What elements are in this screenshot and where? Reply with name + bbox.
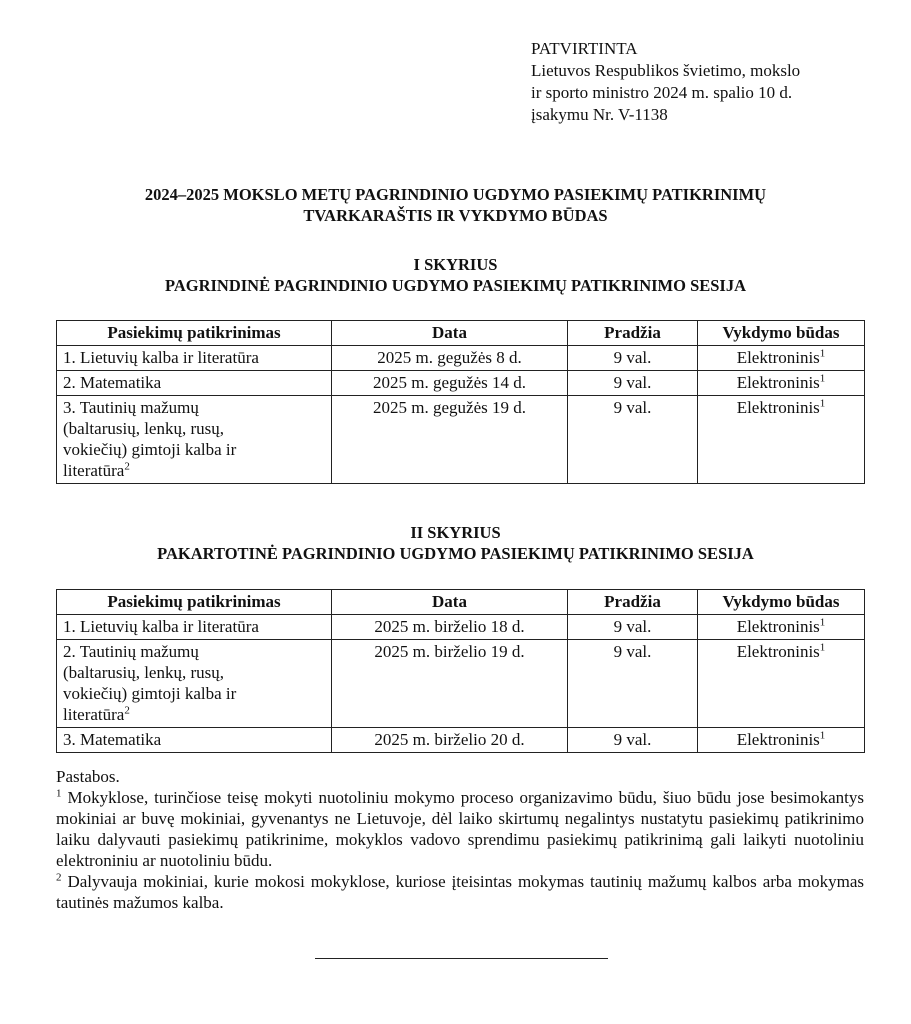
cell-mode (698, 371, 865, 396)
cell-start: 9 val. (568, 346, 698, 371)
table-row (57, 346, 865, 371)
mode-text: Elektroninis (736, 373, 820, 392)
table-row (57, 371, 865, 396)
approval-line-4: įsakymu Nr. V-1138 (531, 105, 668, 124)
subject-line-text: 1. Lietuvių kalba ir literatūra (63, 617, 259, 636)
cell-start: 9 val. (568, 396, 698, 484)
header-start: Pradžia (568, 590, 698, 615)
approval-line-3: ir sporto ministro 2024 m. spalio 10 d. (531, 83, 793, 102)
cell-date: 2025 m. gegužės 8 d. (332, 346, 568, 371)
section-1-title: PAGRINDINĖ PAGRINDINIO UGDYMO PASIEKIMŲ PATIKRINIMO SESIJA (164, 276, 747, 295)
section-2-chapter: II SKYRIUS (410, 523, 501, 542)
table-row (57, 640, 865, 728)
schedule-table-main-session (56, 320, 865, 484)
header-date: Data (332, 321, 568, 346)
cell-subject (57, 615, 332, 640)
document-title (0, 184, 911, 226)
header-mode: Vykdymo būdas (698, 321, 865, 346)
subject-lines (63, 616, 325, 637)
cell-subject (57, 346, 332, 371)
table-row (57, 396, 865, 484)
section-2-title: PAKARTOTINĖ PAGRINDINIO UGDYMO PASIEKIMŲ PATIKRINIMO SESIJA (157, 544, 754, 563)
section-1-heading (0, 254, 911, 296)
subject-line-text: vokiečių) gimtoji kalba ir (63, 440, 237, 459)
subject-line (63, 418, 325, 439)
header-subject: Pasiekimų patikrinimas (57, 321, 332, 346)
table-row (57, 728, 865, 753)
notes-heading: Pastabos. (56, 767, 120, 786)
cell-start: 9 val. (568, 371, 698, 396)
subject-footnote-mark: 2 (124, 460, 130, 473)
subject-lines (63, 729, 325, 750)
cell-date: 2025 m. gegužės 14 d. (332, 371, 568, 396)
subject-line-text: 3. Matematika (63, 730, 162, 749)
subject-line-text: vokiečių) gimtoji kalba ir (63, 684, 237, 703)
cell-mode (698, 615, 865, 640)
mode-footnote-mark: 1 (819, 616, 826, 629)
closing-divider (315, 958, 608, 959)
section-1-chapter: I SKYRIUS (413, 255, 498, 274)
cell-mode (698, 728, 865, 753)
header-date: Data (332, 590, 568, 615)
subject-lines (63, 397, 325, 481)
cell-start: 9 val. (568, 728, 698, 753)
table-header-row (57, 321, 865, 346)
cell-date: 2025 m. birželio 19 d. (332, 640, 568, 728)
section-2-heading (0, 522, 911, 564)
schedule-table-repeat-session (56, 589, 865, 753)
mode-text: Elektroninis (736, 730, 820, 749)
subject-line (63, 662, 325, 683)
mode-text: Elektroninis (736, 348, 820, 367)
subject-line (63, 683, 325, 704)
cell-subject (57, 396, 332, 484)
subject-line (63, 641, 325, 662)
approval-label: PATVIRTINTA (531, 39, 638, 58)
cell-mode (698, 346, 865, 371)
mode-footnote-mark: 1 (819, 729, 826, 742)
subject-line-text: literatūra (63, 705, 125, 724)
subject-line-text: 3. Tautinių mažumų (63, 398, 199, 417)
subject-line-text: (baltarusių, lenkų, rusų, (63, 419, 224, 438)
subject-footnote-mark: 2 (124, 704, 130, 717)
subject-line-text: 2. Matematika (63, 373, 162, 392)
mode-footnote-mark: 1 (819, 397, 826, 410)
subject-lines (63, 372, 325, 393)
footnote-1 (56, 787, 864, 871)
footnote-2-mark: 2 (56, 871, 62, 884)
footnote-2 (56, 871, 864, 913)
subject-line (63, 704, 325, 725)
subject-lines (63, 347, 325, 368)
subject-line-text: literatūra (63, 461, 125, 480)
cell-mode (698, 396, 865, 484)
mode-footnote-mark: 1 (819, 347, 826, 360)
header-mode: Vykdymo būdas (698, 590, 865, 615)
subject-line (63, 397, 325, 418)
subject-line (63, 372, 325, 393)
cell-mode (698, 640, 865, 728)
cell-subject (57, 728, 332, 753)
header-start: Pradžia (568, 321, 698, 346)
subject-line (63, 460, 325, 481)
document-title-line-2: TVARKARAŠTIS IR VYKDYMO BŪDAS (303, 206, 608, 225)
subject-line-text: (baltarusių, lenkų, rusų, (63, 663, 224, 682)
mode-footnote-mark: 1 (819, 372, 826, 385)
mode-footnote-mark: 1 (819, 641, 826, 654)
footnote-2-text: Dalyvauja mokiniai, kurie mokosi mokyklose, kuriose įteisintas mokymas tautinių mažumų kalbos arba mokymas tautinės mažumos kalba. (56, 872, 864, 912)
cell-start: 9 val. (568, 640, 698, 728)
subject-line (63, 729, 325, 750)
approval-block (531, 38, 800, 126)
cell-subject (57, 371, 332, 396)
subject-line-text: 2. Tautinių mažumų (63, 642, 199, 661)
footnote-1-mark: 1 (56, 787, 62, 800)
footnote-1-text: Mokyklose, turinčiose teisę mokyti nuotoliniu mokymo proceso organizavimo būdu, šiuo būdu jose besimokantys mokiniai ar buvę mokiniai, gyvenantys ne Lietuvoje, dėl laiko skirtumų negalintys nustatytu pasiekimų patikrinimo laiku dalyvauti pasiekimų patikrinime, mokyklos vadovo sprendimu pasiekimų patikrinimą gali laikyti nuotoliniu elektroniniu ar nuotoliniu būdu. (56, 788, 864, 870)
mode-text: Elektroninis (736, 398, 820, 417)
subject-lines (63, 641, 325, 725)
subject-line (63, 616, 325, 637)
approval-line-2: Lietuvos Respublikos švietimo, mokslo (531, 61, 801, 80)
header-subject: Pasiekimų patikrinimas (57, 590, 332, 615)
cell-subject (57, 640, 332, 728)
subject-line-text: 1. Lietuvių kalba ir literatūra (63, 348, 259, 367)
cell-start: 9 val. (568, 615, 698, 640)
mode-text: Elektroninis (736, 617, 820, 636)
mode-text: Elektroninis (736, 642, 820, 661)
table-header-row (57, 590, 865, 615)
notes-block (56, 766, 864, 913)
table-row (57, 615, 865, 640)
cell-date: 2025 m. birželio 20 d. (332, 728, 568, 753)
subject-line (63, 347, 325, 368)
cell-date: 2025 m. gegužės 19 d. (332, 396, 568, 484)
subject-line (63, 439, 325, 460)
document-title-line-1: 2024–2025 MOKSLO METŲ PAGRINDINIO UGDYMO PASIEKIMŲ PATIKRINIMŲ (144, 185, 767, 204)
cell-date: 2025 m. birželio 18 d. (332, 615, 568, 640)
